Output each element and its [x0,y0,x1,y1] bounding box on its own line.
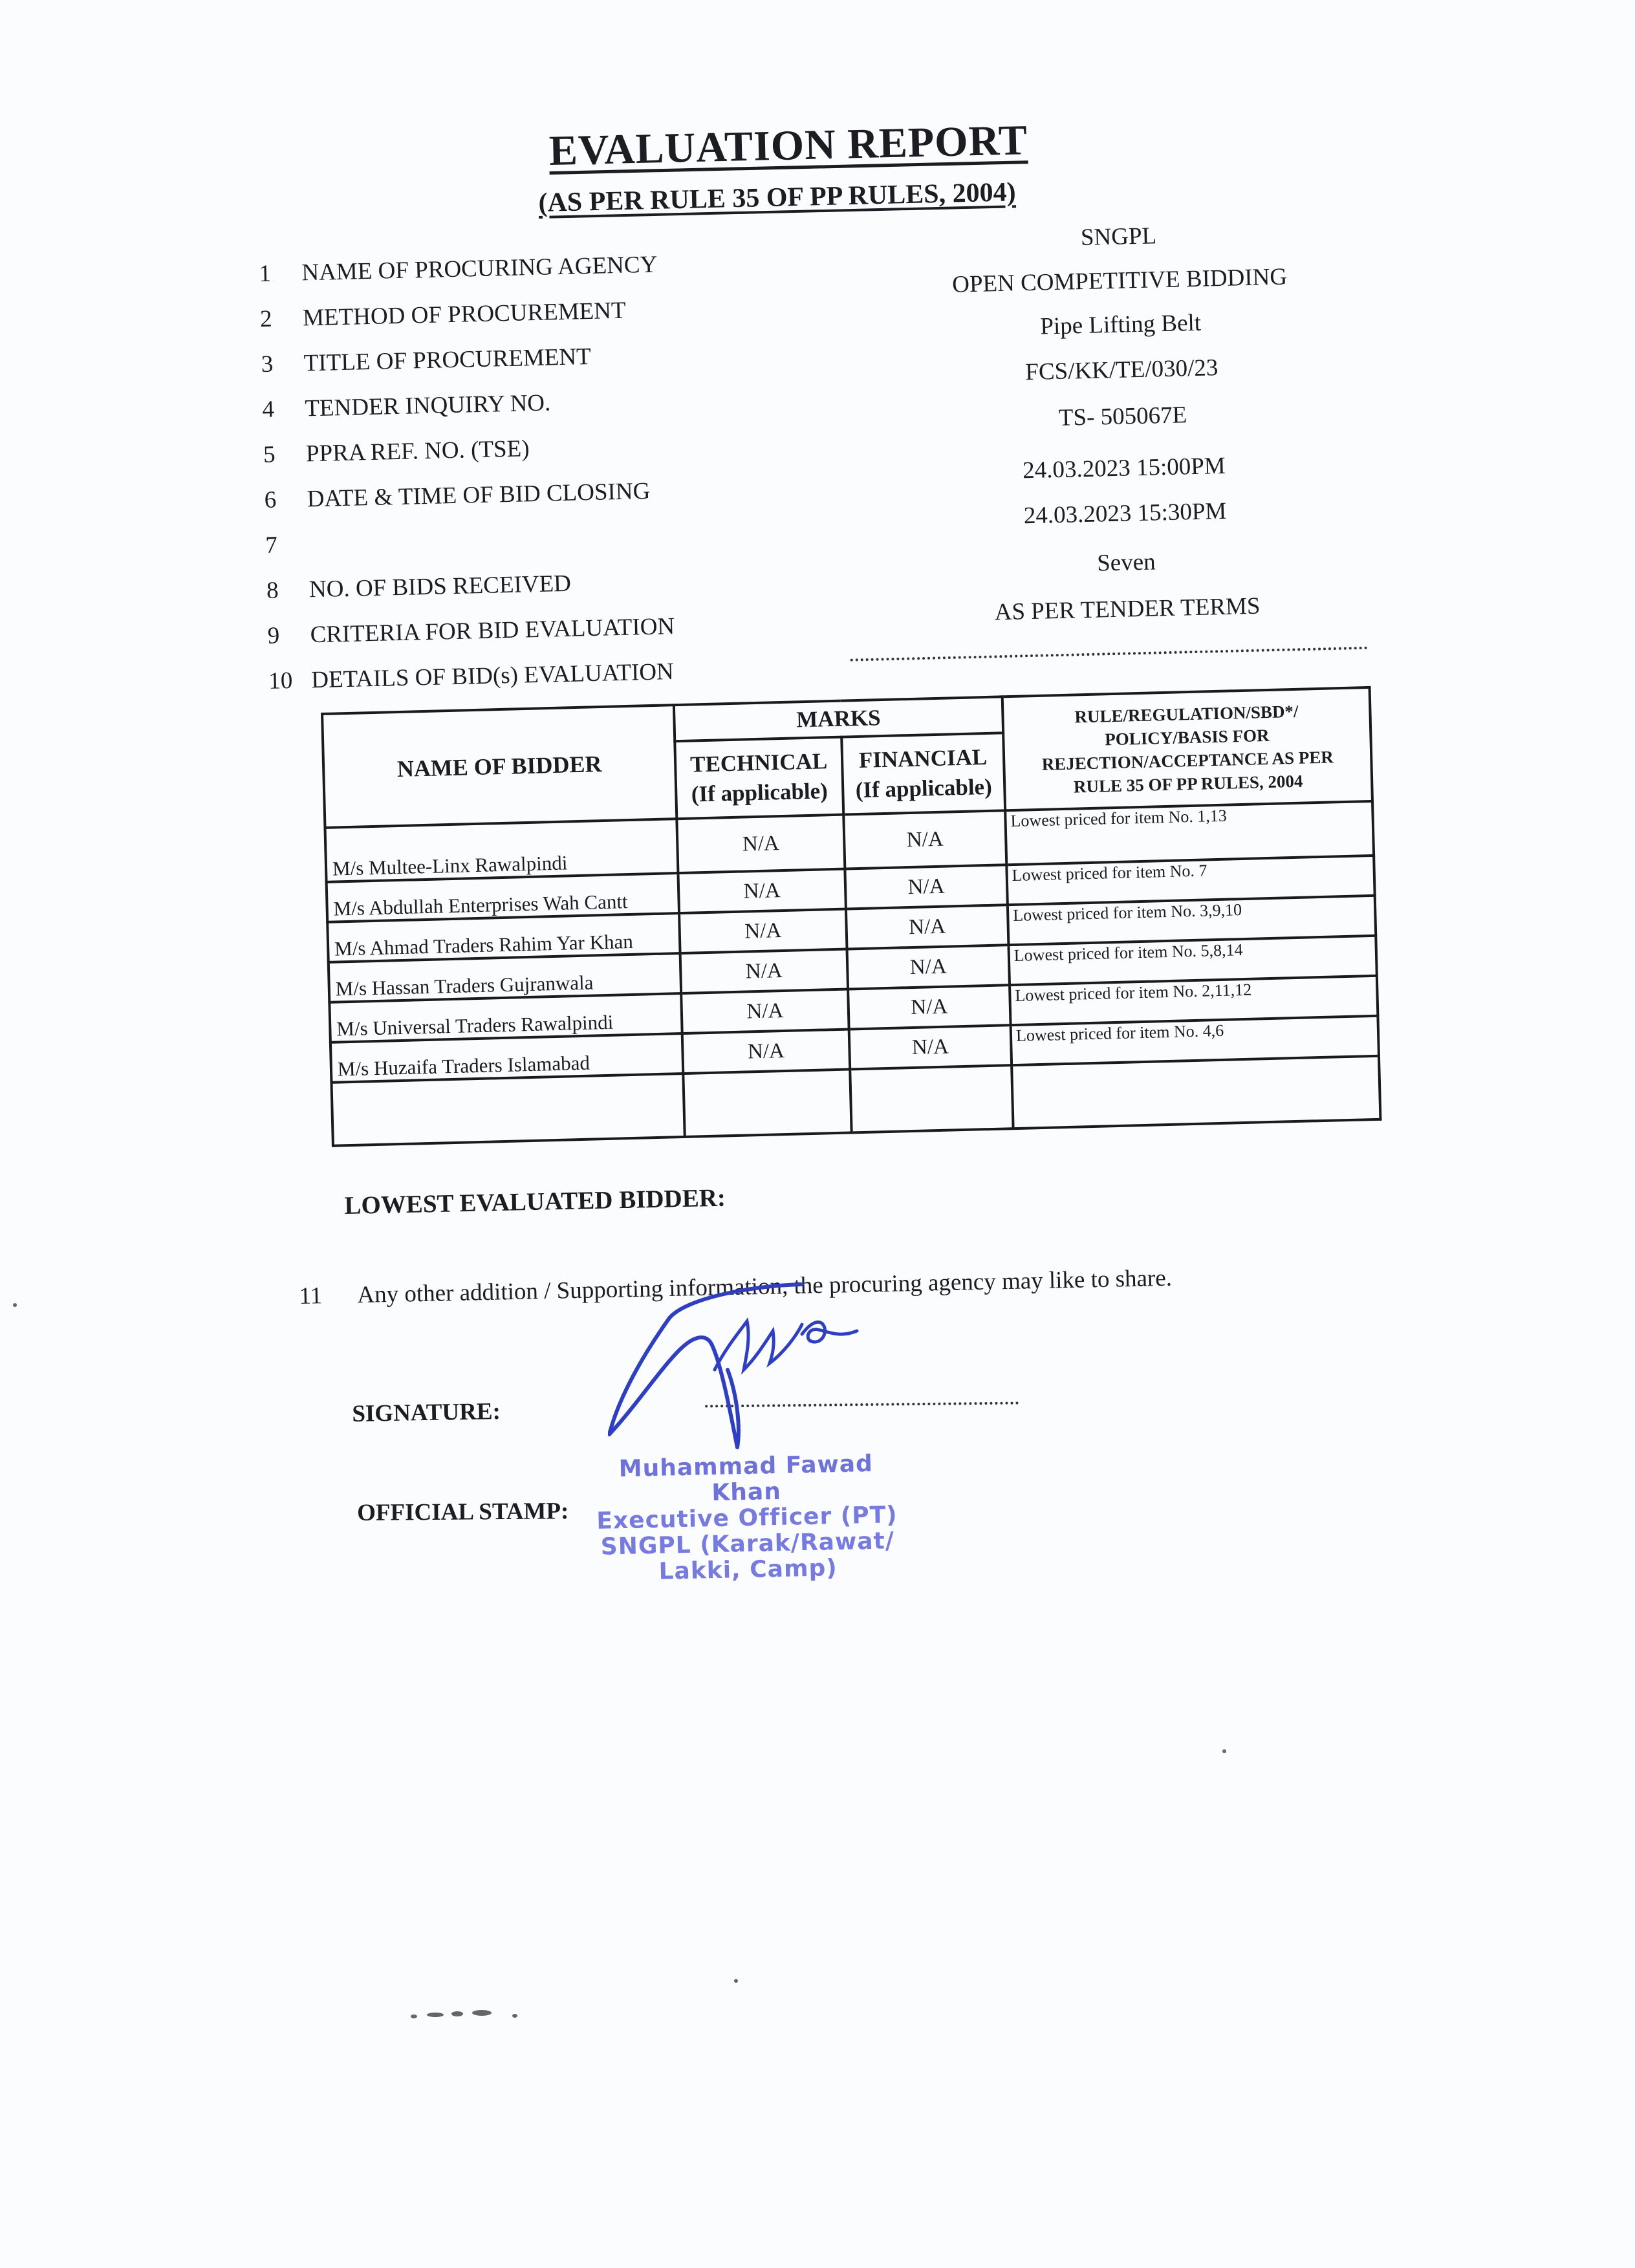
field-label: DATE & TIME OF BID CLOSING [307,477,651,513]
official-stamp [581,1451,913,1587]
handwritten-signature [608,1273,905,1467]
report-fields [259,222,1381,725]
header-technical-label: TECHNICAL [689,748,828,777]
header-rule-line: POLICY/BASIS FOR [1104,725,1270,750]
field-number: 8 [266,577,279,604]
signature-label: SIGNATURE: [352,1398,501,1427]
empty-cell [1012,1056,1380,1129]
rule-basis: Lowest priced for item No. 7 [1006,856,1374,905]
field-number: 9 [267,622,280,649]
report-subtitle: (AS PER RULE 35 OF PP RULES, 2004) [538,177,1017,218]
header-name-of-bidder: NAME OF BIDDER [322,705,677,828]
header-rule-line: RULE 35 OF PP RULES, 2004 [1073,771,1303,797]
financial-mark: N/A [845,865,1007,909]
field-number: 2 [259,305,273,332]
header-financial [841,733,1005,814]
field-number: 11 [299,1282,323,1310]
field-label: METHOD OF PROCUREMENT [302,297,627,332]
scan-speck [472,2010,492,2016]
financial-mark: N/A [843,810,1006,869]
header-technical-note: (If applicable) [691,778,828,807]
technical-mark: N/A [680,949,848,994]
field-number: 1 [259,260,272,287]
bid-evaluation-table-wrapper [321,686,1381,1147]
bidder-name: M/s Abdullah Enterprises Wah Cantt [327,873,679,922]
technical-mark: N/A [678,869,845,914]
field-label: NO. OF BIDS RECEIVED [309,570,572,603]
stamp-line: Muhammad Fawad Khan [618,1450,874,1507]
stamp-line: SNGPL (Karak/Rawat/ [600,1528,895,1561]
scan-speck [411,2014,417,2018]
financial-mark: N/A [847,945,1010,989]
field-value: OPEN COMPETITIVE BIDDING [951,263,1288,298]
field-label: DETAILS OF BID(s) EVALUATION [310,658,675,694]
header-rule-line: RULE/REGULATION/SBD*/ [1074,701,1299,727]
field-label: TITLE OF PROCUREMENT [303,343,592,377]
stamp-line: Lakki, Camp) [658,1555,838,1585]
field-number: 10 [268,667,293,695]
bidder-name: M/s Hassan Traders Gujranwala [329,953,681,1002]
bidder-name: M/s Multee-Linx Rawalpindi [325,819,678,882]
bidder-name: M/s Universal Traders Rawalpindi [329,993,682,1042]
field-label: CRITERIA FOR BID EVALUATION [310,613,675,649]
scan-speck [512,2014,517,2018]
field-value: SNGPL [1080,222,1157,252]
financial-mark: N/A [848,985,1010,1029]
technical-mark: N/A [677,815,845,874]
empty-cell [331,1074,684,1146]
rule-basis: Lowest priced for item No. 2,11,12 [1010,976,1378,1025]
field-label: NAME OF PROCURING AGENCY [301,251,658,286]
field-value: FCS/KK/TE/030/23 [1024,354,1218,386]
field-number: 4 [261,396,275,423]
technical-mark: N/A [679,909,847,954]
header-financial-label: FINANCIAL [858,744,988,773]
field-value: Seven [1096,548,1156,577]
bid-evaluation-table [321,686,1381,1147]
scan-speck [1222,1749,1226,1753]
stamp-line: Executive Officer (PT) [596,1502,898,1535]
field-number: 5 [263,441,276,468]
field-label: PPRA REF. NO. (TSE) [305,435,530,468]
field-label: Any other addition / Supporting information, the procuring agency may like to share. [357,1264,1173,1309]
scan-speck [451,2011,463,2016]
bidder-name: M/s Ahmad Traders Rahim Yar Khan [327,913,680,962]
scan-speck [734,1979,738,1983]
financial-mark: N/A [849,1025,1012,1069]
rule-basis: Lowest priced for item No. 5,8,14 [1008,936,1376,985]
bidder-name: M/s Huzaifa Traders Islamabad [330,1033,683,1083]
scan-speck [13,1303,17,1307]
field-number: 3 [261,351,274,378]
technical-mark: N/A [682,1029,850,1074]
empty-cell [850,1065,1013,1132]
field-value: 24.03.2023 15:30PM [1023,497,1227,530]
field-value: AS PER TENDER TERMS [994,592,1261,626]
field-number: 6 [264,486,277,513]
header-financial-note: (If applicable) [855,773,993,803]
field-label: TENDER INQUIRY NO. [304,389,551,422]
report-title: EVALUATION REPORT [548,116,1028,175]
header-marks: MARKS [674,697,1003,741]
empty-cell [683,1069,851,1136]
field-value: 24.03.2023 15:00PM [1022,452,1226,484]
scan-speck [427,2013,444,2017]
financial-mark: N/A [846,905,1008,949]
official-stamp-label: OFFICIAL STAMP: [357,1498,569,1526]
field-value: Pipe Lifting Belt [1039,309,1202,340]
rule-basis: Lowest priced for item No. 1,13 [1005,801,1374,865]
header-rule-basis [1002,687,1372,810]
field-number: 7 [265,532,278,559]
lowest-evaluated-bidder-label: LOWEST EVALUATED BIDDER: [344,1183,726,1220]
field-value: TS- 505067E [1058,402,1187,431]
header-rule-line: REJECTION/ACCEPTANCE AS PER [1041,747,1334,774]
technical-mark: N/A [681,989,849,1034]
header-technical [675,737,843,819]
rule-basis: Lowest priced for item No. 3,9,10 [1008,896,1376,945]
rule-basis: Lowest priced for item No. 4,6 [1011,1016,1379,1065]
